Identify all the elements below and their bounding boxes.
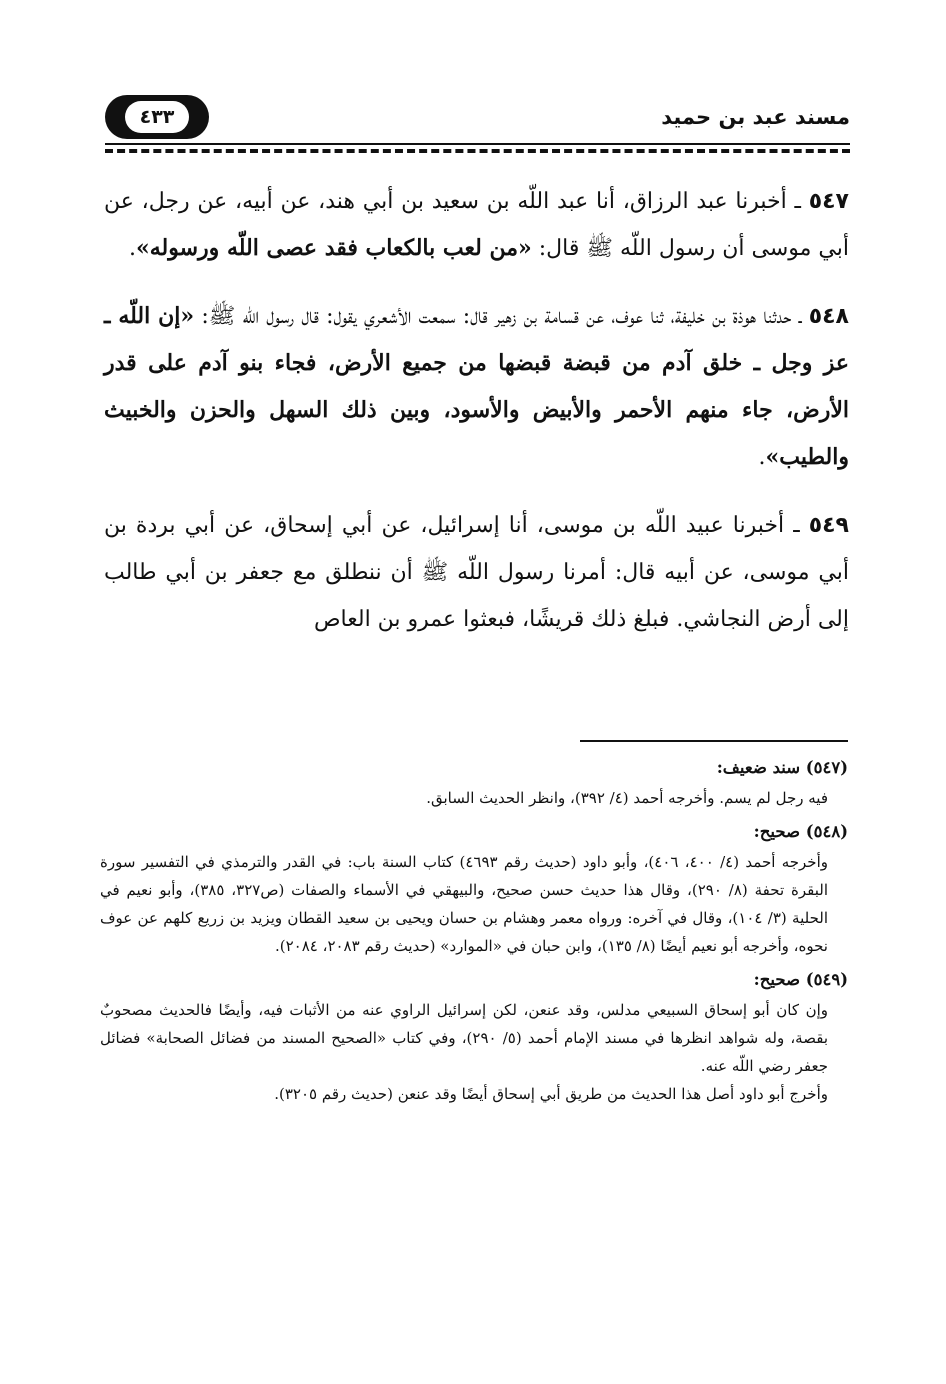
book-title: مسند عبد بن حميد [661,105,850,129]
hadith-number: ٥٤٩ [808,513,849,538]
footnote-547 [100,752,848,812]
footnotes [100,752,848,1112]
header-rule [105,143,850,145]
hadith-547 [104,178,849,272]
hadith-ending: . [128,236,136,261]
hadith-548 [104,293,849,481]
hadith-number: ٥٤٨ [808,304,849,329]
footnote-text: فيه رجل لم يسم. وأخرجه أحمد (٤/ ٣٩٢)، وانظر الحديث السابق. [426,789,828,807]
page-header [105,95,850,155]
hadith-number: ٥٤٧ [808,189,849,214]
hadith-text: ـ أخبرنا عبد الرزاق، أنا عبد اللّه بن سعيد بن أبي هند، عن أبيه، عن رجل، عن أبي موسى أن رسول اللّه ﷺ قال: [104,189,849,261]
hadith-ending: . [758,445,766,470]
footnote-heading: (٥٤٩) صحيح: [753,970,848,989]
hadith-549 [104,502,849,643]
footnote-text: وإن كان أبو إسحاق السبيعي مدلس، وقد عنعن، لكن إسرائيل الراوي عنه من الأثبات فيه، وأيضًا فالحديث مصحوبٌ بقصة، وله شواهد انظرها في مسند الإمام أحمد (٥/ ٢٩٠)، وفي كتاب «الصحيح المسند من فضائل الصحابة» فضائل جعفر رضي اللّه عنه. [100,1001,828,1075]
footnote-548 [100,816,848,960]
hadith-text: ـ حدثنا هوذة بن خليفة، ثنا عوف، عن قسامة بن زهير قال: سمعت الأشعري يقول: قال رسول اللّه ﷺ: [194,304,809,329]
page-number-badge [105,95,209,139]
hadith-quote: «من لعب بالكعاب فقد عصى اللّه ورسوله» [135,235,532,261]
footnote-heading: (٥٤٧) سند ضعيف: [716,758,848,777]
hadith-text: ـ أخبرنا عبيد اللّه بن موسى، أنا إسرائيل، عن أبي إسحاق، عن أبي بردة بن أبي موسى، عن أبيه قال: أمرنا رسول اللّه ﷺ أن ننطلق مع جعفر بن أبي طالب إلى أرض النجاشي. فبلغ ذلك قريشًا، فبعثوا عمرو بن العاص [104,513,849,632]
page-number: ٤٣٣ [125,101,189,133]
footnote-text: وأخرجه أحمد (٤/ ٤٠٠، ٤٠٦)، وأبو داود (حديث رقم ٤٦٩٣) كتاب السنة باب: في القدر والترمذي في التفسير سورة البقرة تحفة (٨/ ٢٩٠)، وقال هذا حديث حسن صحيح، والبيهقي في الأسماء والصفات (ص٣٢٧، ٣٨٥)، وأبو نعيم في الحلية (٣/ ١٠٤)، وقال في آخره: ورواه معمر وهشام بن حسان ويحيى بن سعيد القطان ويزيد بن زريع كلهم عن عوف نحوه، وأخرجه أبو نعيم أيضًا (٨/ ١٣٥)، وابن حبان في «الموارد» (حديث رقم ٢٠٨٣، ٢٠٨٤). [100,853,829,955]
header-dashed-rule [105,149,850,153]
footnote-text: وأخرج أبو داود أصل هذا الحديث من طريق أبي إسحاق أيضًا وقد عنعن (حديث رقم ٣٢٠٥). [274,1085,828,1103]
footnote-heading: (٥٤٨) صحيح: [753,822,848,841]
hadith-quote: «إن اللّه ـ عز وجل ـ خلق آدم من قبضة قبضها من جميع الأرض، فجاء بنو آدم على قدر الأرض، جاء منهم الأحمر والأبيض والأسود، وبين ذلك السهل والحزن والخبيث والطيب» [104,303,849,470]
footnote-separator [580,740,848,742]
footnote-549 [100,964,848,1108]
main-text [104,178,849,664]
